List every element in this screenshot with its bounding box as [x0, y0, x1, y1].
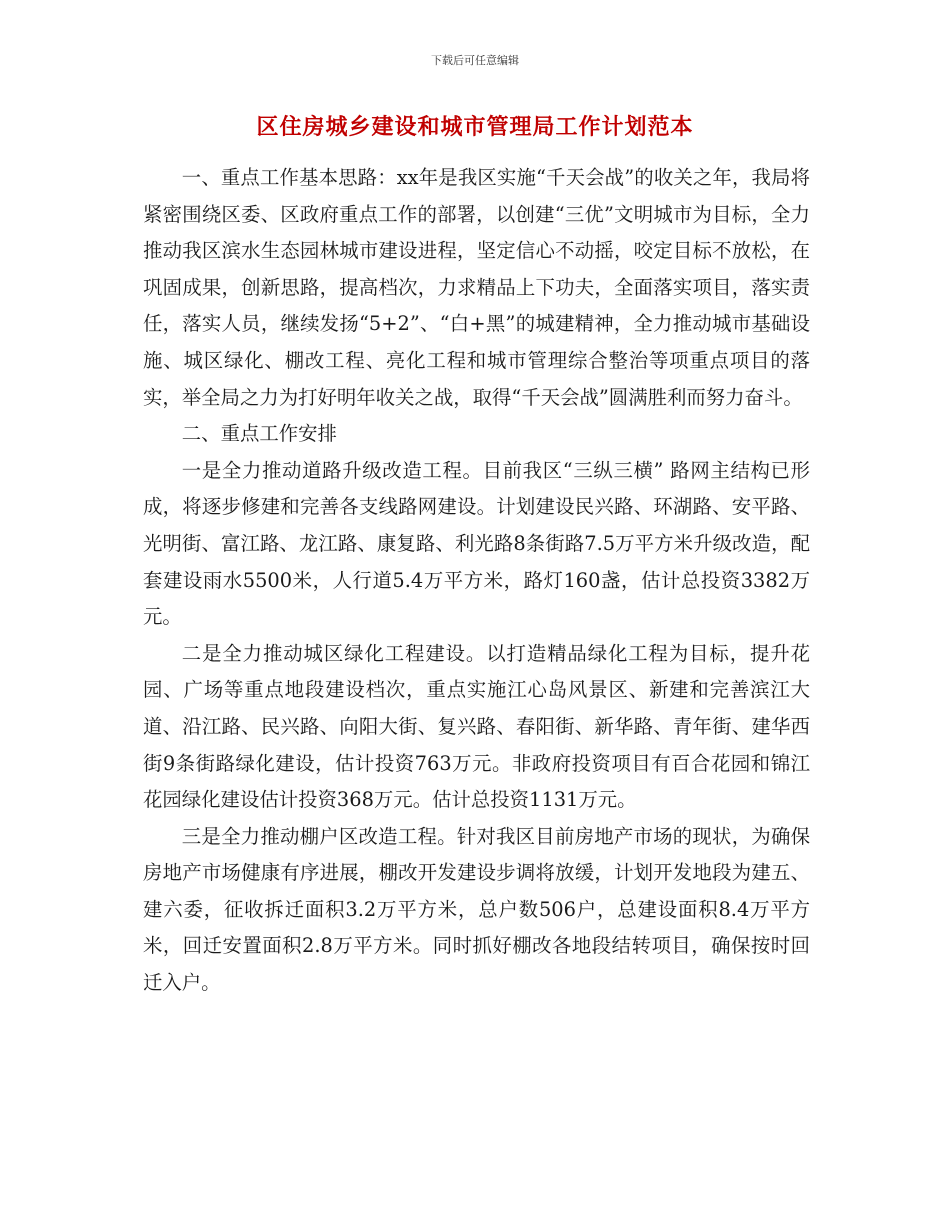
- document-body: [143, 160, 810, 1002]
- paragraph-shantytown: 三是全力推动棚户区改造工程。针对我区目前房地产市场的现状，为确保房地产市场健康有序进展，棚改开发建设步调将放缓，计划开发地段为建五、建六委，征收拆迁面积3.2万平方米，总户数506户，总建设面积8.4万平方米，回迁安置面积2.8万平方米。同时抓好棚改各地段结转项目，确保按时回迁入户。: [143, 824, 810, 995]
- paragraph-guiding-ideas: 一、重点工作基本思路：xx年是我区实施“千天会战”的收关之年，我局将紧密围绕区委、区政府重点工作的部署，以创建“三优”文明城市为目标，全力推动我区滨水生态园林城市建设进程，坚定信心不动摇，咬定目标不放松，在巩固成果，创新思路，提高档次，力求精品上下功夫，全面落实项目，落实责任，落实人员，继续发扬“5+2”、“白+黑”的城建精神，全力推动城市基础设施、城区绿化、棚改工程、亮化工程和城市管理综合整治等项重点项目的落实，举全局之力为打好明年收关之战，取得“千天会战”圆满胜利而努力奋斗。: [143, 166, 810, 409]
- paragraph-section-heading: 二、重点工作安排: [181, 422, 337, 446]
- header-note: 下载后可任意编辑: [431, 54, 519, 67]
- paragraph-greening: 二是全力推动城区绿化工程建设。以打造精品绿化工程为目标，提升花园、广场等重点地段建设档次，重点实施江心岛风景区、新建和完善滨江大道、沿江路、民兴路、向阳大街、复兴路、春阳街、新华路、青年街、建华西街9条街路绿化建设，估计投资763万元。非政府投资项目有百合花园和锦江花园绿化建设估计投资368万元。估计总投资1131万元。: [143, 641, 810, 812]
- document-title: 区住房城乡建设和城市管理局工作计划范本: [256, 115, 694, 140]
- paragraph-road-upgrade: 一是全力推动道路升级改造工程。目前我区“三纵三横” 路网主结构已形成，将逐步修建和完善各支线路网建设。计划建设民兴路、环湖路、安平路、光明街、富江路、龙江路、康复路、利光路8条街路7.5万平方米升级改造，配套建设雨水5500米，人行道5.4万平方米，路灯160盏，估计总投资3382万元。: [143, 458, 810, 629]
